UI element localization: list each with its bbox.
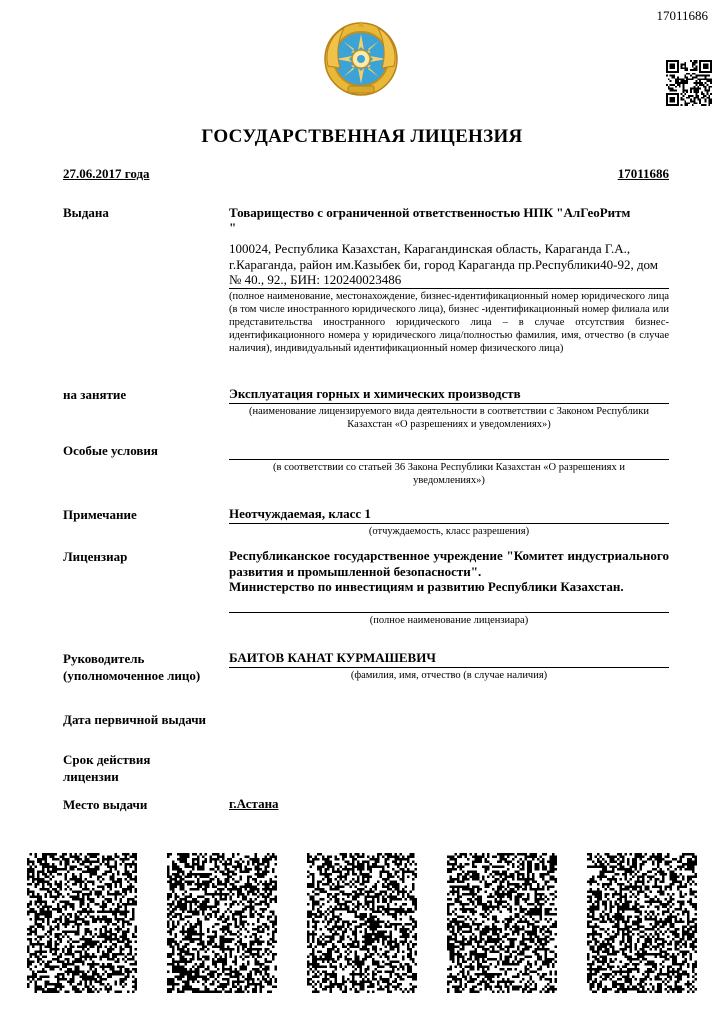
divider (229, 667, 669, 668)
licensor-label: Лицензиар (63, 549, 128, 564)
place-label: Место выдачи (63, 797, 148, 812)
qr-code-icon (447, 853, 557, 993)
issue-date: 27.06.2017 года (63, 166, 150, 181)
remark-value: Неотчуждаемая, класс 1 (229, 506, 371, 521)
issued-to-note: (полное наименование, местонахождение, бизнес-идентификационный номер юридического лица (в том числе иностранного юридического лица), бизнес -идентификационный номер филиала или представительства иностранного юридического лица – в случае отсутствия бизнес-идентификационного номера у юридического лица/полностью фамилия, имя, отчество (в случае наличия), индивидуальный идентификационный номер физического лица) (229, 291, 669, 354)
qr-code-icon (666, 60, 712, 106)
activity-note: (наименование лицензируемого вида деятельности в соответствии с Законом Республики Казахстан «О разрешениях и уведомлениях») (249, 406, 649, 430)
licensor-note: (полное наименование лицензиара) (369, 615, 529, 626)
remark-note: (отчуждаемость, класс разрешения) (368, 526, 530, 537)
qr-code-icon (307, 853, 417, 993)
issued-to-label: Выдана (63, 205, 109, 220)
qr-code-icon (167, 853, 277, 993)
head-value: БАИТОВ КАНАТ КУРМАШЕВИЧ (229, 650, 436, 665)
head-label (63, 650, 200, 684)
validity-label (63, 751, 150, 785)
divider (229, 612, 669, 613)
document-number-top: 17011686 (656, 8, 708, 23)
issued-to-name-line2: " (229, 220, 237, 235)
address-line2: г.Караганда, район им.Казыбек би, город Караганда пр.Республики40-92, дом (229, 256, 659, 272)
divider (229, 288, 669, 289)
validity-label-line1: Срок действия (63, 752, 151, 767)
activity-label: на занятие (63, 387, 127, 402)
license-number: 17011686 (617, 166, 669, 181)
first-issue-label: Дата первичной выдачи (63, 712, 207, 727)
divider (229, 459, 669, 460)
address-line3: № 40., 92., БИН: 120240023486 (229, 272, 402, 287)
activity-value: Эксплуатация горных и химических производств (229, 386, 521, 401)
address-line1: 100024, Республика Казахстан, Карагандинская область, Караганда Г.А., (229, 241, 631, 256)
date-row (63, 166, 669, 182)
qr-code-icon (27, 853, 137, 993)
qr-code-icon (587, 853, 697, 993)
issued-to-name-line1: Товарищество с ограниченной ответственностью НПК "АлГеоРитм (229, 205, 631, 220)
document-title: ГОСУДАРСТВЕННАЯ ЛИЦЕНЗИЯ (201, 126, 523, 147)
remark-label: Примечание (63, 507, 137, 522)
head-note: (фамилия, имя, отчество (в случае наличия) (350, 670, 548, 681)
licensor-line2: Министерство по инвестициям и развитию Республики Казахстан. (229, 579, 624, 594)
issued-to-name (229, 205, 669, 235)
divider (229, 403, 669, 404)
issued-to-address (229, 241, 669, 288)
state-emblem-icon (322, 20, 400, 98)
licensor-line1: Республиканское государственное учреждение "Комитет индустриального развития и промышленной безопасности". (229, 548, 669, 579)
validity-label-line2: лицензии (63, 769, 119, 784)
divider (229, 523, 669, 524)
special-conditions-note: (в соответствии со статьей 36 Закона Республики Казахстан «О разрешениях и уведомлениях») (273, 462, 625, 486)
head-label-line1: Руководитель (63, 651, 145, 666)
place-value: г.Астана (229, 796, 279, 811)
licensor-value (229, 548, 669, 595)
special-conditions-label: Особые условия (63, 443, 158, 458)
head-label-line2: (уполномоченное лицо) (63, 668, 201, 683)
